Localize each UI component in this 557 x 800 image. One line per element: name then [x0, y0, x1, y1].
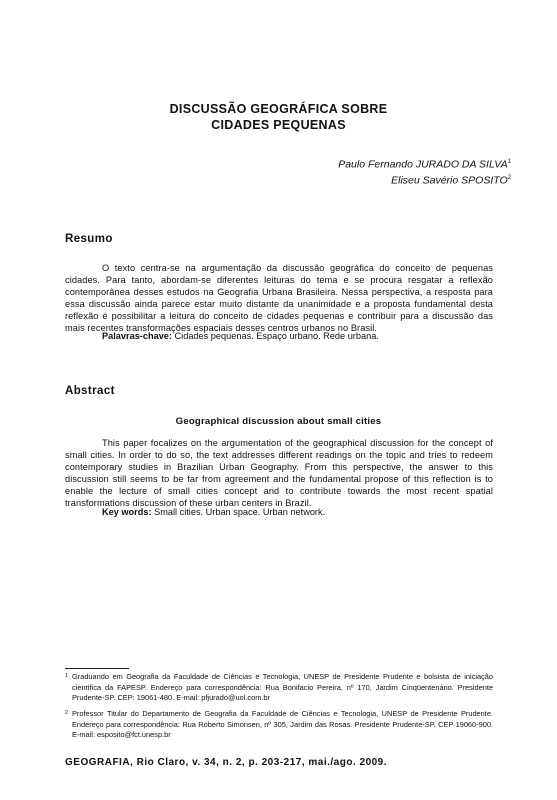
author-2-given: Eliseu Savério: [391, 174, 462, 187]
journal-citation: GEOGRAFIA, Rio Claro, v. 34, n. 2, p. 203-217, mai./ago. 2009.: [65, 757, 388, 768]
key-words: [102, 507, 325, 517]
resumo-heading: Resumo: [65, 233, 113, 245]
footnote-1-mark: 1: [65, 673, 69, 679]
resumo-body: [65, 262, 493, 335]
abstract-paragraph: This paper focalizes on the argumentation of the geographical discussion for the concept of small cities. In order to do so, the text addresses different readings on the topic and tries to redeem contemporary studies in Brazilian Urban Geography. From this perspective, the answer to this discussion still seems to be far from agreement and the fundamental propose of this reflection is to enable the lecture of small cities concept and to contribute towards the most recent spatial transformations discussion of these urban centers in Brazil.: [65, 438, 493, 509]
abstract-body: [65, 437, 493, 510]
palavras-chave: [102, 331, 379, 341]
paper-title-line-1: DISCUSSÃO GEOGRÁFICA SOBRE: [169, 102, 388, 116]
footnote-1: [65, 672, 493, 704]
resumo-paragraph: O texto centra-se na argumentação da discussão geográfica do conceito de pequenas cidades. Para tanto, abordam-se diferentes leituras do tema e se procura resgatar a reflexão contemporânea desses estudos na Geografia Urbana Brasileira. Nessa perspectiva, a resposta para essa discussão ainda parece estar muito distante da unanimidade e a proposta fundamental desta reflexão é possibilitar a leitura do conceito de cidades pequenas e contribuir para a discussão das mais recentes transformações espaciais desses centros urbanos no Brasil.: [65, 263, 493, 334]
footnote-divider: [65, 668, 129, 669]
key-words-text: Small cities. Urban space. Urban network.: [151, 507, 326, 517]
author-1-given: Paulo Fernando: [338, 158, 416, 171]
paper-title-line-2: CIDADES PEQUENAS: [211, 118, 346, 132]
palavras-chave-label: Palavras-chave:: [102, 331, 172, 341]
key-words-label: Key words:: [102, 507, 152, 517]
abstract-subtitle: Geographical discussion about small cities: [175, 416, 382, 427]
author-2-footnote-mark: 2: [507, 175, 511, 181]
palavras-chave-text: Cidades pequenas. Espaço urbano. Rede urbana.: [171, 331, 379, 341]
author-2: [391, 172, 511, 188]
footnote-1-text: Graduando em Geografia da Faculdade de Ciências e Tecnologia, UNESP de Presidente Prudente e bolsista de iniciação científica da FAPESP. Endereço para correspondência: Rua Bonifacio Pereira, nº 170, Jardim Cinqüentenário. Presidente Prudente-SP. CEP: 19061-480. E-mail: pfjurado@uol.com.br: [72, 672, 493, 703]
footnote-2-mark: 2: [65, 710, 69, 716]
footnote-2: [65, 709, 493, 741]
author-1-footnote-mark: 1: [507, 159, 511, 165]
author-2-surname: SPOSITO: [461, 174, 508, 187]
footnote-2-text: Professor Titular do Departamento de Geografia da Faculdade de Ciências e Tecnologia, UNESP de Presidente Prudente. Endereço para correspondência: Rua Roberto Simonsen, nº 305, Jardim das Rosas. Presidente Prudente-SP. CEP 19060-900. E-mail: esposito@fct.unesp.br: [72, 709, 493, 740]
author-1-surname: JURADO DA SILVA: [415, 158, 508, 171]
abstract-heading: Abstract: [65, 385, 115, 397]
author-1: [338, 156, 511, 172]
